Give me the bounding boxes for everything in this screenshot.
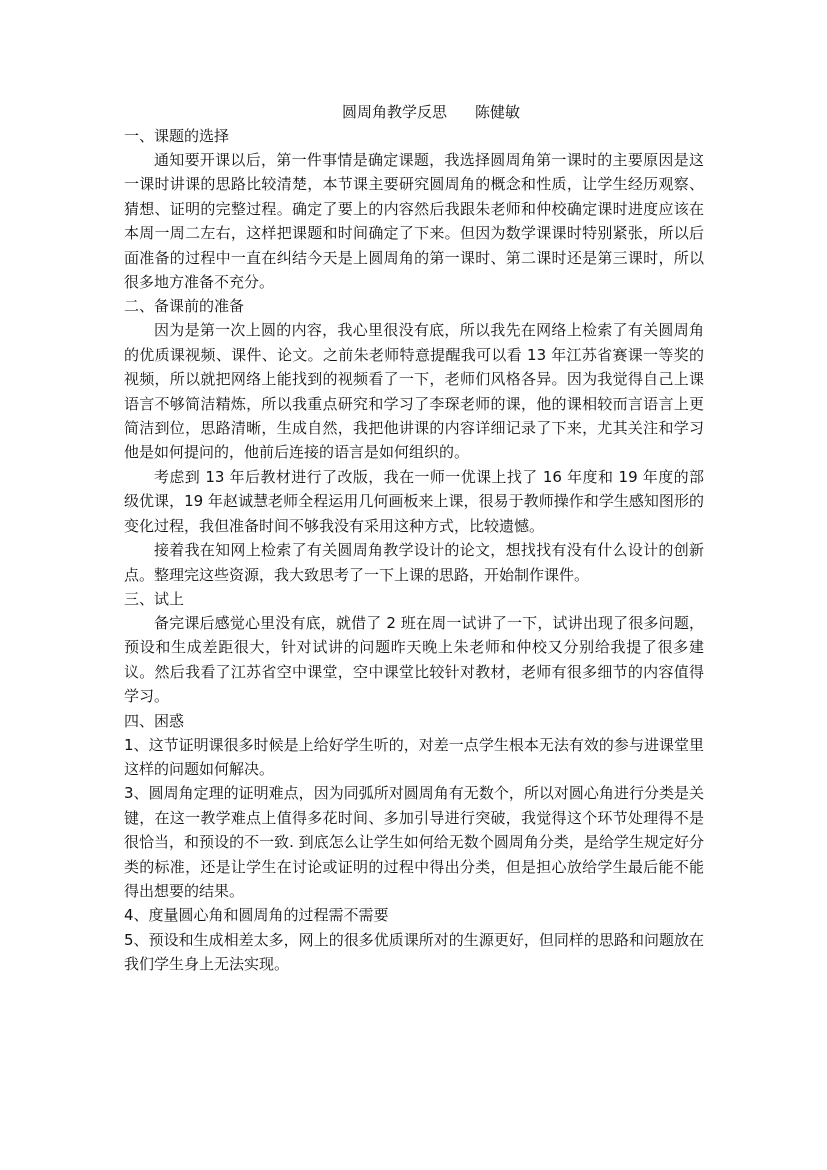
document-title: 圆周角教学反思 bbox=[341, 103, 447, 121]
section-4 bbox=[124, 709, 704, 977]
title-line bbox=[124, 100, 704, 124]
list-item: 3、圆周角定理的证明难点，因为同弧所对圆周角有无数个，所以对圆心角进行分类是关键，在这一教学难点上值得多花时间、多加引导进行突破，我觉得这个环节处理得不是很恰当，和预设的不一致. 到底怎么让学生如何给无数个圆周角分类，是给学生规定好分类的标准，还是让学生在讨论或证明的过程中得出分类，但是担心放给学生最后能不能得出想要的结果。 bbox=[124, 784, 704, 900]
document-page bbox=[124, 100, 704, 977]
paragraph: 通知要开课以后，第一件事情是确定课题，我选择圆周角第一课时的主要原因是这一课时讲课的思路比较清楚，本节课主要研究圆周角的概念和性质，让学生经历观察、猜想、证明的完整过程。确定了要上的内容然后我跟朱老师和仲校确定课时进度应该在本周一周二左右，这样把课题和时间确定了下来。但因为数学课课时特别紧张，所以后面准备的过程中一直在纠结今天是上圆周角的第一课时、第二课时还是第三课时，所以很多地方准备不充分。 bbox=[124, 151, 704, 292]
list-item: 1、这节证明课很多时候是上给好学生听的，对差一点学生根本无法有效的参与进课堂里这样的问题如何解决。 bbox=[124, 735, 704, 778]
section-heading: 四、困惑 bbox=[124, 711, 185, 730]
section-1 bbox=[124, 124, 704, 294]
section-heading: 一、课题的选择 bbox=[124, 127, 230, 145]
section-3 bbox=[124, 587, 704, 709]
paragraph: 考虑到 13 年后教材进行了改版，我在一师一优课上找了 16 年度和 19 年度的部级优课，19 年赵诚慧老师全程运用几何画板来上课，很易于教师操作和学生感知图形的变化过程，我但准备时间不够我没有采用这种方式，比较遗憾。 bbox=[124, 467, 704, 535]
list-item: 5、预设和生成相差太多，网上的很多优质课所对的生源更好，但同样的思路和问题放在我们学生身上无法实现。 bbox=[124, 930, 704, 974]
author-name: 陈健敏 bbox=[475, 103, 521, 121]
section-heading: 三、试上 bbox=[124, 589, 185, 608]
paragraph: 备完课后感觉心里没有底，就借了 2 班在周一试讲了一下，试讲出现了很多问题，预设和生成差距很大，针对试讲的问题昨天晚上朱老师和仲校又分别给我提了很多建议。然后我看了江苏省空中课堂，空中课堂比较针对教材，老师有很多细节的内容值得学习。 bbox=[124, 613, 704, 706]
section-heading: 二、备课前的准备 bbox=[124, 297, 245, 316]
paragraph: 接着我在知网上检索了有关圆周角教学设计的论文，想找找有没有什么设计的创新点。整理完这些资源，我大致思考了一下上课的思路，开始制作课件。 bbox=[124, 541, 704, 584]
paragraph: 因为是第一次上圆的内容，我心里很没有底，所以我先在网络上检索了有关圆周角的优质课视频、课件、论文。之前朱老师特意提醒我可以看 13 年江苏省赛课一等奖的视频，所以就把网络上能找到的视频看了一下，老师们风格各异。因为我觉得自己上课语言不够简洁精炼，所以我重点研究和学习了李琛老师的课，他的课相较而言语言上更简洁到位，思路清晰，生成自然，我把他讲课的内容详细记录了下来，尤其关注和学习他是如何提问的，他前后连接的语言是如何组织的。 bbox=[124, 321, 704, 462]
section-2 bbox=[124, 294, 704, 586]
list-item: 4、度量圆心角和圆周角的过程需不需要 bbox=[124, 906, 389, 925]
